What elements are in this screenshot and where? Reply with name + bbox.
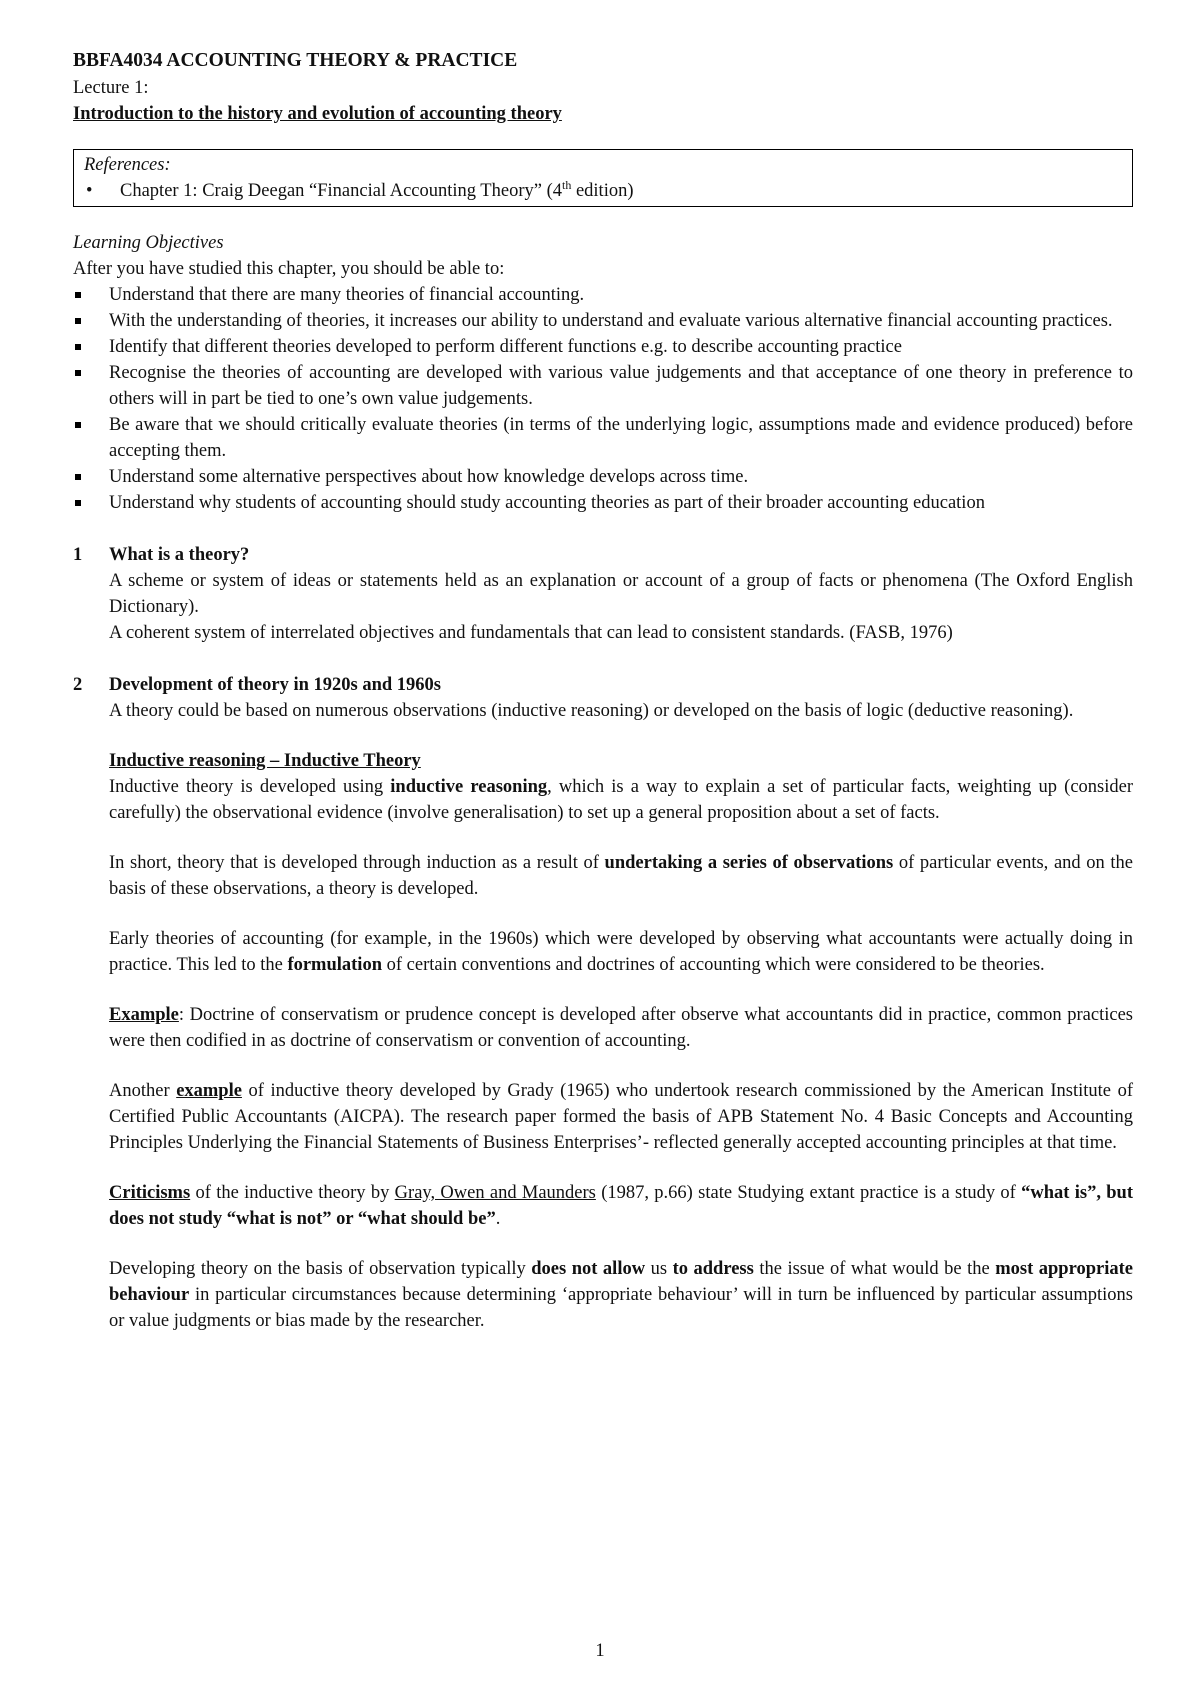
objectives-intro: After you have studied this chapter, you should be able to: — [73, 259, 505, 279]
section-heading: Development of theory in 1920s and 1960s — [109, 675, 441, 695]
paragraph: Inductive theory is developed using inductive reasoning, which is a way to explain a set of particular facts, weighting up (consider carefully) the observational evidence (involve generalisation) to set up a general proposition about a set of facts. — [109, 777, 1134, 823]
section-number: 2 — [73, 675, 83, 695]
paragraph: A coherent system of interrelated objectives and fundamentals that can lead to consistent standards. (FASB, 1976) — [109, 623, 953, 643]
square-bullet-icon — [75, 500, 81, 506]
list-item: Understand some alternative perspectives about how knowledge develops across time. — [73, 464, 1133, 490]
paragraph: Example: Doctrine of conservatism or prudence concept is developed after observe what accountants did in practice, common practices were then codified in as doctrine of conservatism or convention of accounting. — [109, 1005, 1133, 1051]
section-what-is-theory — [73, 542, 1133, 646]
objectives-title: Learning Objectives — [73, 233, 224, 253]
list-item: Understand why students of accounting should study accounting theories as part of their broader accounting education — [73, 490, 1133, 516]
list-item: Understand that there are many theories of financial accounting. — [73, 282, 1133, 308]
reference-text-end: edition) — [571, 181, 634, 201]
subsection-heading: Inductive reasoning – Inductive Theory — [109, 751, 421, 771]
square-bullet-icon — [75, 318, 81, 324]
course-title: BBFA4034 ACCOUNTING THEORY & PRACTICE — [73, 50, 518, 71]
reference-text: Chapter 1: Craig Deegan “Financial Accounting Theory” (4 — [120, 181, 562, 201]
reference-item — [84, 178, 1122, 204]
paragraph: A theory could be based on numerous observations (inductive reasoning) or developed on the basis of logic (deductive reasoning). — [109, 701, 1074, 721]
paragraph: A scheme or system of ideas or statements held as an explanation or account of a group of facts or phenomena (The Oxford English Dictionary). — [109, 571, 1133, 617]
paragraph: Early theories of accounting (for example, in the 1960s) which were developed by observing what accountants were actually doing in practice. This led to the formulation of certain conventions and doctrines of accounting which were considered to be theories. — [109, 929, 1133, 975]
section-heading: What is a theory? — [109, 545, 250, 565]
reference-superscript: th — [561, 177, 572, 192]
paragraph: Another example of inductive theory developed by Grady (1965) who undertook research commissioned by the American Institute of Certified Public Accountants (AICPA). The research paper formed the basis of APB Statement No. 4 Basic Concepts and Accounting Principles Underlying the Financial Statements of Business Enterprises’- reflected generally accepted accounting principles at that time. — [109, 1081, 1133, 1153]
square-bullet-icon — [75, 370, 81, 376]
paragraph: Criticisms of the inductive theory by Gray, Owen and Maunders (1987, p.66) state Studying extant practice is a study of “what is”, but does not study “what is not” or “what should be”. — [109, 1183, 1134, 1229]
square-bullet-icon — [75, 292, 81, 298]
square-bullet-icon — [75, 474, 81, 480]
list-item: With the understanding of theories, it increases our ability to understand and evaluate various alternative financial accounting practices. — [73, 308, 1133, 334]
references-box — [73, 149, 1133, 207]
objectives-list — [73, 282, 1133, 516]
page-number: 1 — [595, 1641, 605, 1661]
learning-objectives — [73, 230, 1133, 516]
paragraph: In short, theory that is developed through induction as a result of undertaking a series of observations of particular events, and on the basis of these observations, a theory is developed. — [109, 853, 1134, 899]
list-item: Identify that different theories developed to perform different functions e.g. to describe accounting practice — [73, 334, 1133, 360]
references-label: References: — [84, 155, 171, 175]
document-page — [73, 47, 1133, 1334]
section-number: 1 — [73, 545, 83, 565]
lecture-title: Introduction to the history and evolution of accounting theory — [73, 104, 562, 124]
square-bullet-icon — [75, 344, 81, 350]
square-bullet-icon — [75, 422, 81, 428]
bullet-icon: • — [86, 181, 93, 201]
list-item: Be aware that we should critically evaluate theories (in terms of the underlying logic, assumptions made and evidence produced) before accepting them. — [73, 412, 1133, 464]
list-item: Recognise the theories of accounting are developed with various value judgements and that acceptance of one theory in preference to others will in part be tied to one’s own value judgements. — [73, 360, 1133, 412]
lecture-label: Lecture 1: — [73, 78, 149, 98]
paragraph: Developing theory on the basis of observation typically does not allow us to address the issue of what would be the most appropriate behaviour in particular circumstances because determining ‘appropriate behaviour’ will in turn be influenced by particular assumptions or value judgments or bias made by the researcher. — [109, 1259, 1133, 1331]
section-development-of-theory — [73, 672, 1133, 1334]
